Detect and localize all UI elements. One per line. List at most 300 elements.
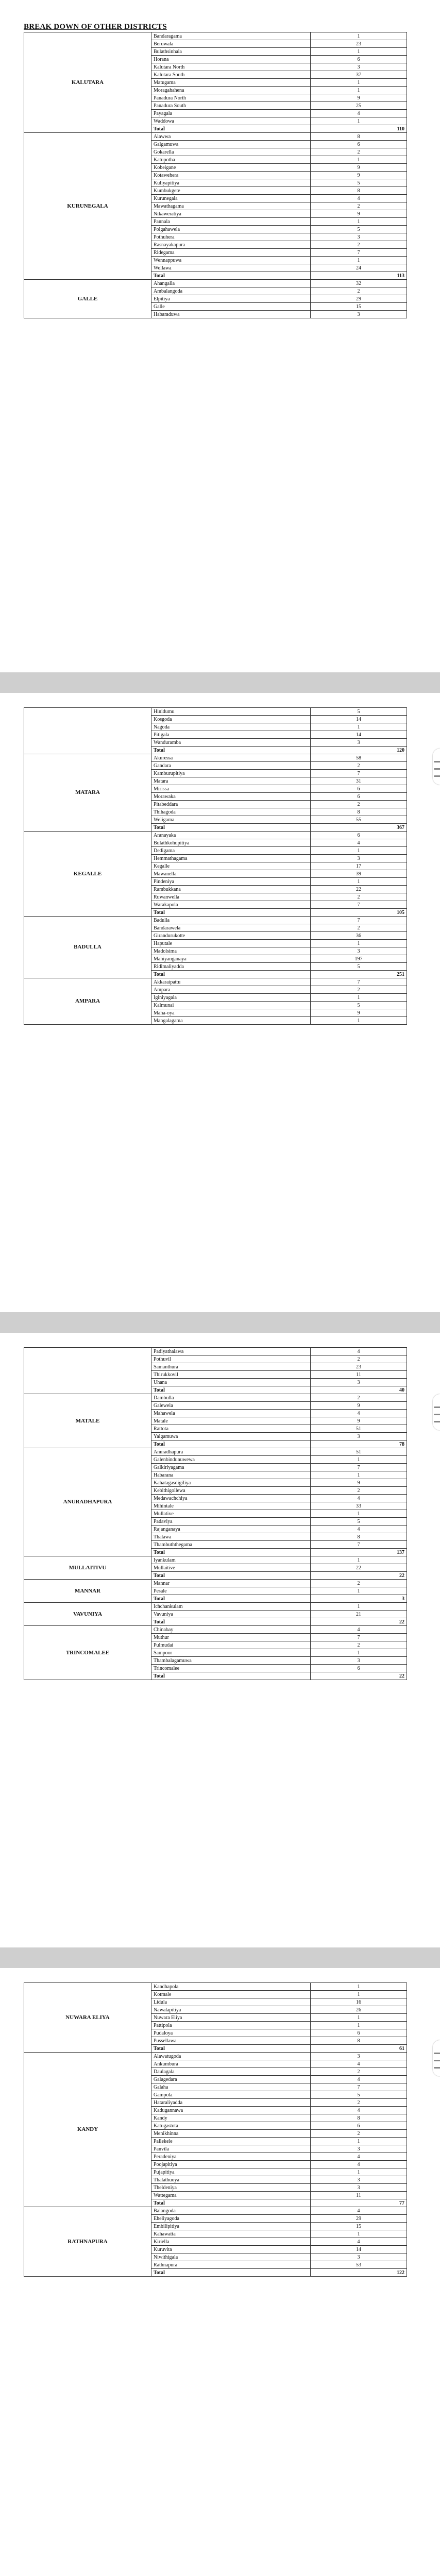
total-value: 78 — [311, 1440, 407, 1448]
police-station: Peradeniya — [151, 2153, 311, 2161]
police-station: Panadura North — [151, 94, 311, 102]
count-value: 1 — [311, 723, 407, 731]
count-value: 25 — [311, 102, 407, 110]
police-station: Pitabeddara — [151, 801, 311, 808]
scroll-handle[interactable] — [433, 2040, 440, 2076]
count-value: 1 — [311, 2168, 407, 2176]
police-station: Ampara — [151, 986, 311, 994]
count-value: 3 — [311, 2176, 407, 2184]
table-row — [24, 1556, 407, 1564]
police-station: Akuressa — [151, 754, 311, 762]
count-value: 2 — [311, 202, 407, 210]
police-station: Muthur — [151, 1634, 311, 1641]
total-value: 22 — [311, 1672, 407, 1680]
police-station: Maha-oya — [151, 1009, 311, 1017]
police-station: Pothuhera — [151, 233, 311, 241]
police-station: Nikaweratiya — [151, 210, 311, 218]
police-station: Kalutara North — [151, 63, 311, 71]
count-value: 1 — [311, 2014, 407, 2022]
police-station: Mannar — [151, 1580, 311, 1587]
police-station: Thirukkovil — [151, 1371, 311, 1379]
count-value: 2 — [311, 1641, 407, 1649]
police-station: Mullaitive — [151, 1564, 311, 1572]
district-name: NUWARA ELIYA — [24, 1983, 151, 2053]
police-station: Ambalangoda — [151, 287, 311, 295]
count-value: 2 — [311, 801, 407, 808]
count-value: 2 — [311, 1580, 407, 1587]
count-value: 5 — [311, 2091, 407, 2099]
police-station: Poojapitiya — [151, 2161, 311, 2168]
total-label: Total — [151, 1572, 311, 1580]
district-name — [24, 1348, 151, 1394]
police-station: Mullative — [151, 1510, 311, 1518]
count-value: 1 — [311, 117, 407, 125]
police-station: Rajanganaya — [151, 1526, 311, 1533]
police-station: Kotawehera — [151, 172, 311, 179]
count-value: 7 — [311, 2083, 407, 2091]
total-label: Total — [151, 747, 311, 754]
police-station: Pattipola — [151, 2022, 311, 2029]
district-name: VAVUNIYA — [24, 1603, 151, 1626]
police-station: Warakapola — [151, 901, 311, 909]
count-value: 6 — [311, 785, 407, 793]
count-value: 2 — [311, 893, 407, 901]
count-value: 4 — [311, 2153, 407, 2161]
police-station: Katugastota — [151, 2122, 311, 2130]
count-value: 53 — [311, 2261, 407, 2269]
count-value: 8 — [311, 2114, 407, 2122]
count-value: 9 — [311, 210, 407, 218]
count-value: 4 — [311, 2238, 407, 2246]
police-station: Ichchankulam — [151, 1603, 311, 1611]
count-value: 1 — [311, 2230, 407, 2238]
count-value: 9 — [311, 1402, 407, 1410]
district-name: AMPARA — [24, 978, 151, 1025]
count-value: 16 — [311, 1998, 407, 2006]
table-row — [24, 1580, 407, 1587]
police-station: Matugama — [151, 79, 311, 87]
count-value: 51 — [311, 1425, 407, 1433]
table-row — [24, 1348, 407, 1355]
police-station: Hinidumu — [151, 708, 311, 716]
districts-table — [24, 1982, 407, 2277]
table-row — [24, 1983, 407, 1991]
table-row — [24, 832, 407, 839]
count-value: 23 — [311, 1363, 407, 1371]
police-station: Bandarawela — [151, 924, 311, 932]
district-name: MULLAITIVU — [24, 1556, 151, 1580]
police-station: Embilipitiya — [151, 2223, 311, 2230]
police-station: Balangoda — [151, 2207, 311, 2215]
count-value: 1 — [311, 1587, 407, 1595]
police-station: Trincomalee — [151, 1665, 311, 1672]
district-name: MANNAR — [24, 1580, 151, 1603]
count-value: 3 — [311, 2145, 407, 2153]
police-station: Galkiriyagama — [151, 1464, 311, 1471]
police-station: Mahawela — [151, 1410, 311, 1417]
count-value: 14 — [311, 2246, 407, 2253]
total-value: 113 — [311, 272, 407, 280]
police-station: Niwithigala — [151, 2253, 311, 2261]
total-label: Total — [151, 1440, 311, 1448]
count-value: 6 — [311, 793, 407, 801]
count-value: 58 — [311, 754, 407, 762]
count-value: 32 — [311, 280, 407, 287]
police-station: Theldeniya — [151, 2184, 311, 2192]
police-station: Weligama — [151, 816, 311, 824]
total-value: 22 — [311, 1618, 407, 1626]
count-value: 7 — [311, 1634, 407, 1641]
count-value: 14 — [311, 731, 407, 739]
count-value: 5 — [311, 708, 407, 716]
police-station: Bandaragama — [151, 32, 311, 40]
total-value: 105 — [311, 909, 407, 917]
police-station: Hemmathagama — [151, 855, 311, 862]
count-value: 1 — [311, 32, 407, 40]
count-value: 3 — [311, 63, 407, 71]
table-row — [24, 2207, 407, 2215]
count-value: 33 — [311, 1502, 407, 1510]
police-station: Akkaraipattu — [151, 978, 311, 986]
count-value: 7 — [311, 978, 407, 986]
police-station: Kiriella — [151, 2238, 311, 2246]
count-value: 15 — [311, 2223, 407, 2230]
total-label: Total — [151, 2269, 311, 2277]
count-value: 15 — [311, 303, 407, 311]
police-station: Kurunegala — [151, 195, 311, 202]
count-value: 7 — [311, 770, 407, 777]
total-value: 367 — [311, 824, 407, 832]
count-value: 3 — [311, 739, 407, 747]
police-station: Nagoda — [151, 723, 311, 731]
police-station: Matale — [151, 1417, 311, 1425]
total-label: Total — [151, 1386, 311, 1394]
total-label: Total — [151, 2045, 311, 2053]
police-station: Aranayaka — [151, 832, 311, 839]
police-station: Wennappuwa — [151, 257, 311, 264]
police-station: Girandurukotte — [151, 932, 311, 940]
count-value: 1 — [311, 1471, 407, 1479]
count-value: 2 — [311, 1487, 407, 1495]
page-separator — [0, 1947, 440, 1968]
count-value: 1 — [311, 1017, 407, 1025]
police-station: Kadugannawa — [151, 2107, 311, 2114]
police-station: Mirissa — [151, 785, 311, 793]
police-station: Pitigala — [151, 731, 311, 739]
police-station: Ridimaliyadda — [151, 963, 311, 971]
count-value: 55 — [311, 816, 407, 824]
district-name: MATALE — [24, 1394, 151, 1448]
count-value: 4 — [311, 110, 407, 117]
count-value: 1 — [311, 156, 407, 164]
police-station: Uhana — [151, 1379, 311, 1386]
police-station: Pindeniya — [151, 878, 311, 886]
police-station: Dedigama — [151, 847, 311, 855]
count-value: 8 — [311, 808, 407, 816]
count-value: 1 — [311, 847, 407, 855]
count-value: 7 — [311, 917, 407, 924]
police-station: Rattota — [151, 1425, 311, 1433]
police-station: Pudaloya — [151, 2029, 311, 2037]
total-label: Total — [151, 2199, 311, 2207]
police-station: Kotmale — [151, 1991, 311, 1998]
count-value: 2 — [311, 924, 407, 932]
count-value: 2 — [311, 241, 407, 249]
count-value: 1 — [311, 994, 407, 1002]
police-station: Rambukkana — [151, 886, 311, 893]
police-station: Ankumbura — [151, 2060, 311, 2068]
count-value: 4 — [311, 2161, 407, 2168]
count-value: 1 — [311, 2138, 407, 2145]
count-value: 9 — [311, 1417, 407, 1425]
police-station: Pesale — [151, 1587, 311, 1595]
count-value: 2 — [311, 2130, 407, 2138]
police-station: Eheliyagoda — [151, 2215, 311, 2223]
table-row — [24, 917, 407, 924]
count-value: 6 — [311, 56, 407, 63]
police-station: Kalutara South — [151, 71, 311, 79]
police-station: Ruwanwella — [151, 893, 311, 901]
count-value: 29 — [311, 295, 407, 303]
police-station: Bulathkohupitiya — [151, 839, 311, 847]
police-station: Gandara — [151, 762, 311, 770]
total-label: Total — [151, 1618, 311, 1626]
police-station: Kalmunai — [151, 1002, 311, 1009]
police-station: Samanthura — [151, 1363, 311, 1371]
police-station: Daulagala — [151, 2068, 311, 2076]
police-station: Kuliyapitiya — [151, 179, 311, 187]
police-station: Galagedara — [151, 2076, 311, 2083]
district-name: GALLE — [24, 280, 151, 318]
police-station: Menikhinna — [151, 2130, 311, 2138]
count-value: 1 — [311, 1983, 407, 1991]
count-value: 3 — [311, 947, 407, 955]
count-value: 1 — [311, 218, 407, 226]
total-value: 3 — [311, 1595, 407, 1603]
count-value: 4 — [311, 2107, 407, 2114]
police-station: Alawwa — [151, 133, 311, 141]
police-station: Panadura South — [151, 102, 311, 110]
total-value: 40 — [311, 1386, 407, 1394]
count-value: 11 — [311, 1371, 407, 1379]
count-value: 3 — [311, 2253, 407, 2261]
count-value: 2 — [311, 1394, 407, 1402]
police-station: Thalathuoya — [151, 2176, 311, 2184]
table-row — [24, 754, 407, 762]
count-value: 1 — [311, 1510, 407, 1518]
count-value: 1 — [311, 1456, 407, 1464]
count-value: 9 — [311, 1479, 407, 1487]
count-value: 37 — [311, 71, 407, 79]
police-station: Thambalagamuwa — [151, 1657, 311, 1665]
count-value: 11 — [311, 2192, 407, 2199]
police-station: Wattegama — [151, 2192, 311, 2199]
police-station: Anuradhapura — [151, 1448, 311, 1456]
police-station: Gokarella — [151, 148, 311, 156]
count-value: 2 — [311, 287, 407, 295]
count-value: 1 — [311, 878, 407, 886]
police-station: Padaviya — [151, 1518, 311, 1526]
count-value: 22 — [311, 886, 407, 893]
count-value: 6 — [311, 832, 407, 839]
count-value: 1 — [311, 79, 407, 87]
police-station: Kosgoda — [151, 716, 311, 723]
police-station: Yalgamuwa — [151, 1433, 311, 1440]
district-name: TRINCOMALEE — [24, 1626, 151, 1680]
count-value: 6 — [311, 2122, 407, 2130]
total-label: Total — [151, 1672, 311, 1680]
count-value: 1 — [311, 87, 407, 94]
total-value: 251 — [311, 971, 407, 978]
police-station: Matara — [151, 777, 311, 785]
police-station: Madolsima — [151, 947, 311, 955]
table-row — [24, 2053, 407, 2060]
count-value: 8 — [311, 2037, 407, 2045]
count-value: 1 — [311, 1603, 407, 1611]
police-station: Medawachchiya — [151, 1495, 311, 1502]
police-station: Nuwara Eliya — [151, 2014, 311, 2022]
districts-table — [24, 707, 407, 1025]
police-station: Haputale — [151, 940, 311, 947]
count-value: 2 — [311, 2068, 407, 2076]
count-value: 5 — [311, 226, 407, 233]
police-station: Hataraliyadda — [151, 2099, 311, 2107]
count-value: 7 — [311, 1541, 407, 1549]
police-station: Thambuththegama — [151, 1541, 311, 1549]
police-station: Rasnayakapura — [151, 241, 311, 249]
police-station: Pulmudai — [151, 1641, 311, 1649]
count-value: 3 — [311, 1379, 407, 1386]
count-value: 4 — [311, 1495, 407, 1502]
report-heading: BREAK DOWN OF OTHER DISTRICTS — [24, 23, 167, 31]
total-value: 61 — [311, 2045, 407, 2053]
police-station: Bulathsinhala — [151, 48, 311, 56]
total-label: Total — [151, 1549, 311, 1556]
police-station: Thihagoda — [151, 808, 311, 816]
count-value: 36 — [311, 932, 407, 940]
district-name: RATHNAPURA — [24, 2207, 151, 2277]
count-value: 31 — [311, 777, 407, 785]
count-value: 23 — [311, 40, 407, 48]
count-value: 2 — [311, 986, 407, 994]
count-value: 51 — [311, 1448, 407, 1456]
police-station: Mihintale — [151, 1502, 311, 1510]
district-name: KURUNEGALA — [24, 133, 151, 280]
police-station: Panvila — [151, 2145, 311, 2153]
police-station: Galaha — [151, 2083, 311, 2091]
table-row — [24, 978, 407, 986]
police-station: Habarana — [151, 1471, 311, 1479]
table-row — [24, 280, 407, 287]
count-value: 8 — [311, 187, 407, 195]
count-value: 6 — [311, 1665, 407, 1672]
table-row — [24, 1603, 407, 1611]
police-station: Badulla — [151, 917, 311, 924]
total-label: Total — [151, 1595, 311, 1603]
district-name — [24, 708, 151, 754]
count-value: 8 — [311, 133, 407, 141]
count-value: 17 — [311, 862, 407, 870]
police-station: Galenbindunuwewa — [151, 1456, 311, 1464]
police-station: Sampoor — [151, 1649, 311, 1657]
count-value: 1 — [311, 1991, 407, 1998]
police-station: Kobeigane — [151, 164, 311, 172]
police-station: Kuruvita — [151, 2246, 311, 2253]
police-station: Mawathagama — [151, 202, 311, 210]
count-value: 9 — [311, 164, 407, 172]
count-value: 22 — [311, 1564, 407, 1572]
total-value: 77 — [311, 2199, 407, 2207]
count-value: 3 — [311, 1657, 407, 1665]
count-value: 197 — [311, 955, 407, 963]
police-station: Waddowa — [151, 117, 311, 125]
police-station: Pannala — [151, 218, 311, 226]
total-label: Total — [151, 909, 311, 917]
count-value: 8 — [311, 1533, 407, 1541]
police-station: Iginiyagala — [151, 994, 311, 1002]
total-value: 110 — [311, 125, 407, 133]
count-value: 3 — [311, 1433, 407, 1440]
count-value: 3 — [311, 855, 407, 862]
count-value: 4 — [311, 839, 407, 847]
total-value: 22 — [311, 1572, 407, 1580]
scroll-handle[interactable] — [433, 1394, 440, 1430]
police-station: Kahatagasdigiliya — [151, 1479, 311, 1487]
police-station: Pussellawa — [151, 2037, 311, 2045]
count-value: 1 — [311, 257, 407, 264]
district-name: MATARA — [24, 754, 151, 832]
police-station: Vavuniya — [151, 1611, 311, 1618]
count-value: 9 — [311, 94, 407, 102]
total-label: Total — [151, 272, 311, 280]
table-row — [24, 1448, 407, 1456]
count-value: 5 — [311, 1002, 407, 1009]
police-station: Mahiyanganaya — [151, 955, 311, 963]
count-value: 7 — [311, 1464, 407, 1471]
police-station: Kahawatta — [151, 2230, 311, 2238]
police-station: Katupotha — [151, 156, 311, 164]
police-station: Morawaka — [151, 793, 311, 801]
police-station: Alawatugoda — [151, 2053, 311, 2060]
count-value: 4 — [311, 195, 407, 202]
count-value: 5 — [311, 179, 407, 187]
count-value: 9 — [311, 1009, 407, 1017]
police-station: Nawalapitiya — [151, 2006, 311, 2014]
count-value: 2 — [311, 148, 407, 156]
district-name: KEGALLE — [24, 832, 151, 917]
police-station: Kegalle — [151, 862, 311, 870]
districts-table — [24, 1347, 407, 1680]
page-separator — [0, 1312, 440, 1333]
count-value: 6 — [311, 141, 407, 148]
scroll-handle[interactable] — [433, 749, 440, 785]
district-name: KALUTARA — [24, 32, 151, 133]
police-station: Mawanella — [151, 870, 311, 878]
police-station: Kamburupitiya — [151, 770, 311, 777]
count-value: 1 — [311, 1649, 407, 1657]
count-value: 2 — [311, 2099, 407, 2107]
district-name: BADULLA — [24, 917, 151, 978]
table-row — [24, 133, 407, 141]
police-station: Rathnapura — [151, 2261, 311, 2269]
police-station: Galgamuwa — [151, 141, 311, 148]
count-value: 1 — [311, 2022, 407, 2029]
count-value: 9 — [311, 172, 407, 179]
police-station: Thalawa — [151, 1533, 311, 1541]
police-station: Kandhapola — [151, 1983, 311, 1991]
count-value: 1 — [311, 1556, 407, 1564]
police-station: Galewela — [151, 1402, 311, 1410]
